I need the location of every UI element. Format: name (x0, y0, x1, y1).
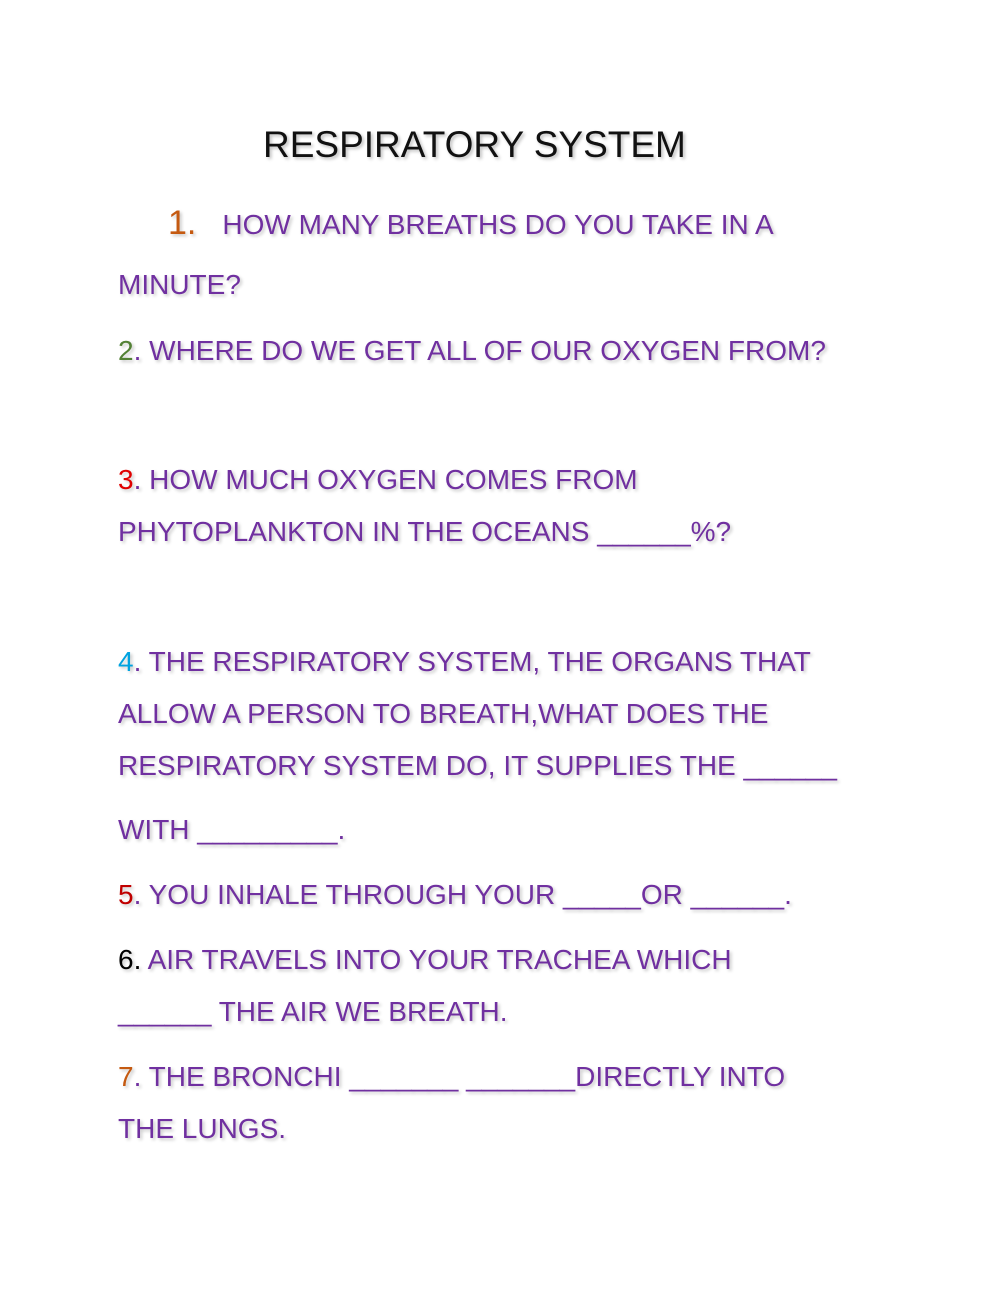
question-7-text: . THE BRONCHI _______ _______DIRECTLY INTO (133, 1061, 786, 1092)
question-3-line-1 (118, 464, 638, 496)
question-4-line-2: ALLOW A PERSON TO BREATH,WHAT DOES THE (118, 698, 769, 729)
question-6-number: 6. (118, 944, 142, 975)
question-5-text: . YOU INHALE THROUGH YOUR _____OR ______. (133, 879, 792, 910)
question-5-number: 5 (118, 879, 134, 910)
question-2-text: . WHERE DO WE GET ALL OF OUR OXYGEN FROM? (133, 335, 826, 366)
question-7-line-1 (118, 1061, 785, 1093)
question-6-text: AIR TRAVELS INTO YOUR TRACHEA WHICH (141, 944, 732, 975)
question-1-text: HOW MANY BREATHS DO YOU TAKE IN A (222, 209, 774, 240)
question-2-number: 2 (118, 335, 134, 366)
question-1-line-1 (168, 204, 774, 243)
question-5-line-1 (118, 879, 792, 911)
page-title: RESPIRATORY SYSTEM (263, 124, 686, 165)
question-4-text: . THE RESPIRATORY SYSTEM, THE ORGANS THAT (133, 646, 811, 677)
question-3-number: 3 (118, 464, 134, 495)
question-3-text: . HOW MUCH OXYGEN COMES FROM (133, 464, 638, 495)
question-6-line-1 (118, 944, 732, 976)
question-1-line-2: MINUTE? (118, 269, 241, 300)
question-4-line-1 (118, 646, 811, 678)
question-6-line-2: ______ THE AIR WE BREATH. (118, 996, 508, 1027)
question-4-number: 4 (118, 646, 134, 677)
question-4-line-3: RESPIRATORY SYSTEM DO, IT SUPPLIES THE ______ (118, 750, 837, 781)
question-4-line-4: WITH _________. (118, 814, 346, 845)
question-7-line-2: THE LUNGS. (118, 1113, 287, 1144)
question-1-number: 1. (168, 204, 197, 242)
question-7-number: 7 (118, 1061, 134, 1092)
question-2-line-1 (118, 335, 826, 367)
question-3-line-2: PHYTOPLANKTON IN THE OCEANS ______%? (118, 516, 732, 547)
